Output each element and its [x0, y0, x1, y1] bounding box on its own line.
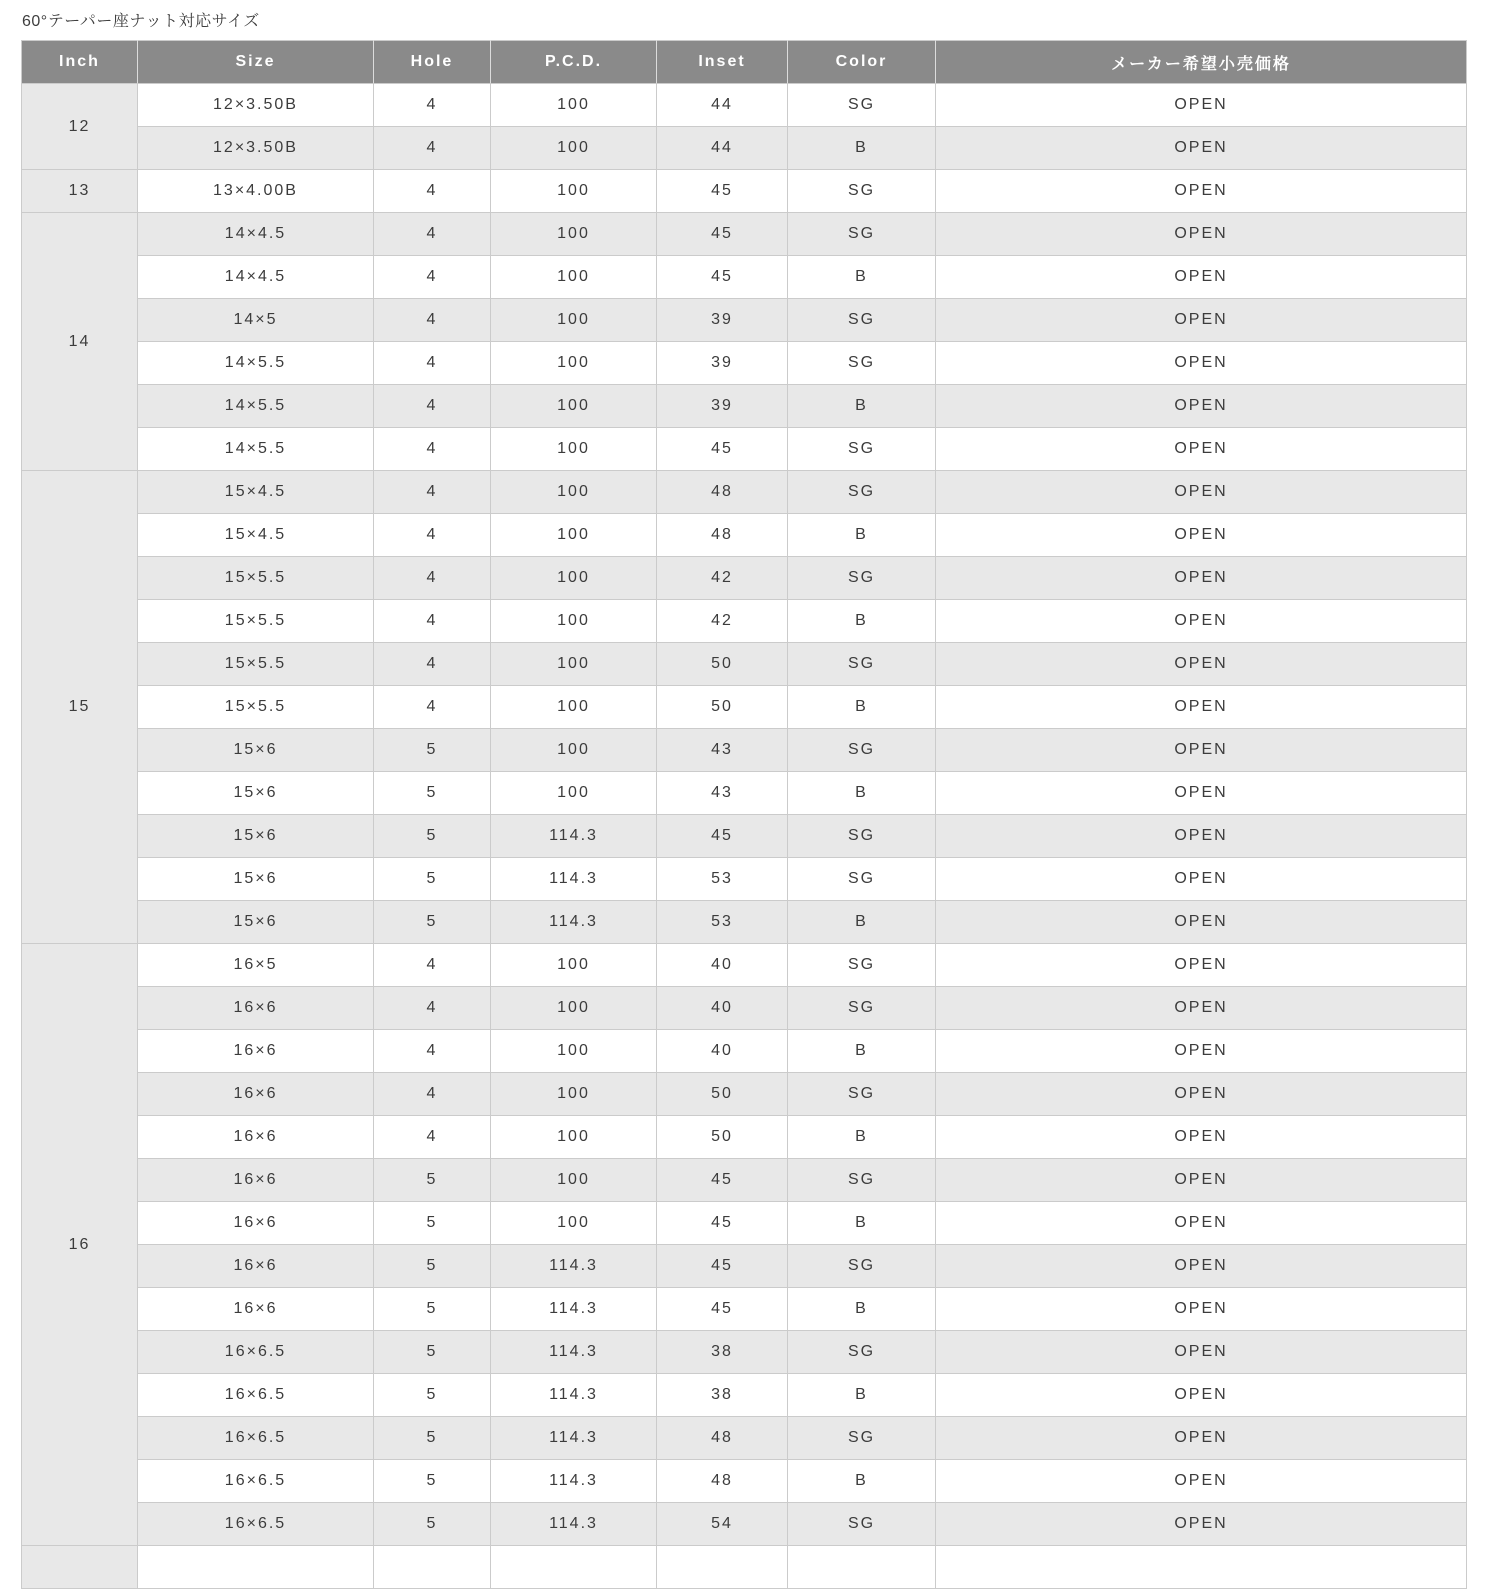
table-row: [22, 385, 1467, 428]
table-row: [22, 428, 1467, 471]
inset-cell: 54: [657, 1503, 788, 1546]
color-cell: B: [788, 901, 936, 944]
empty-cell: [936, 1546, 1467, 1589]
color-cell: B: [788, 1374, 936, 1417]
price-cell: OPEN: [936, 858, 1467, 901]
pcd-cell: 100: [491, 428, 657, 471]
hole-cell: 4: [374, 127, 491, 170]
hole-cell: 4: [374, 428, 491, 471]
inch-cell: 12: [22, 84, 138, 170]
inset-cell: 45: [657, 815, 788, 858]
inset-cell: 45: [657, 1202, 788, 1245]
hole-cell: 5: [374, 1374, 491, 1417]
pcd-cell: 114.3: [491, 1503, 657, 1546]
table-row: [22, 1159, 1467, 1202]
table-row: [22, 84, 1467, 127]
inset-cell: 53: [657, 858, 788, 901]
pcd-cell: 100: [491, 127, 657, 170]
size-cell: 16×6.5: [138, 1503, 374, 1546]
price-cell: OPEN: [936, 686, 1467, 729]
hole-cell: 4: [374, 385, 491, 428]
price-cell: OPEN: [936, 729, 1467, 772]
inset-cell: 43: [657, 772, 788, 815]
price-cell: OPEN: [936, 944, 1467, 987]
hole-cell: 4: [374, 1073, 491, 1116]
table-row: [22, 213, 1467, 256]
hole-cell: 4: [374, 213, 491, 256]
color-cell: B: [788, 514, 936, 557]
size-cell: 14×5: [138, 299, 374, 342]
pcd-cell: 100: [491, 600, 657, 643]
table-row: [22, 1460, 1467, 1503]
price-cell: OPEN: [936, 1245, 1467, 1288]
price-cell: OPEN: [936, 342, 1467, 385]
price-cell: OPEN: [936, 1374, 1467, 1417]
pcd-cell: 100: [491, 514, 657, 557]
size-spec-table: [21, 40, 1467, 1589]
hole-cell: 4: [374, 471, 491, 514]
table-row: [22, 170, 1467, 213]
color-cell: B: [788, 1116, 936, 1159]
pcd-cell: 100: [491, 772, 657, 815]
inset-cell: 42: [657, 557, 788, 600]
size-cell: 16×6.5: [138, 1417, 374, 1460]
color-cell: SG: [788, 1159, 936, 1202]
price-cell: OPEN: [936, 772, 1467, 815]
hole-cell: 4: [374, 1116, 491, 1159]
pcd-cell: 114.3: [491, 1374, 657, 1417]
inch-cell: 13: [22, 170, 138, 213]
color-cell: SG: [788, 944, 936, 987]
color-cell: SG: [788, 170, 936, 213]
price-cell: OPEN: [936, 428, 1467, 471]
inset-cell: 39: [657, 342, 788, 385]
pcd-cell: 100: [491, 342, 657, 385]
price-cell: OPEN: [936, 1503, 1467, 1546]
price-cell: OPEN: [936, 84, 1467, 127]
hole-cell: 5: [374, 858, 491, 901]
color-cell: B: [788, 600, 936, 643]
size-cell: 16×6.5: [138, 1331, 374, 1374]
color-cell: SG: [788, 299, 936, 342]
table-row: [22, 1331, 1467, 1374]
table-row: [22, 1503, 1467, 1546]
hole-cell: 4: [374, 299, 491, 342]
color-cell: SG: [788, 213, 936, 256]
hole-cell: 4: [374, 84, 491, 127]
size-cell: 15×5.5: [138, 600, 374, 643]
price-cell: OPEN: [936, 1159, 1467, 1202]
size-cell: 15×6: [138, 772, 374, 815]
color-cell: SG: [788, 1245, 936, 1288]
price-cell: OPEN: [936, 385, 1467, 428]
color-cell: SG: [788, 84, 936, 127]
price-cell: OPEN: [936, 557, 1467, 600]
inset-cell: 45: [657, 170, 788, 213]
price-cell: OPEN: [936, 1460, 1467, 1503]
table-row: [22, 1417, 1467, 1460]
size-cell: 12×3.50B: [138, 84, 374, 127]
pcd-cell: 114.3: [491, 1417, 657, 1460]
color-cell: SG: [788, 1331, 936, 1374]
price-cell: OPEN: [936, 1030, 1467, 1073]
pcd-cell: 114.3: [491, 815, 657, 858]
pcd-cell: 100: [491, 1202, 657, 1245]
table-row: [22, 342, 1467, 385]
pcd-cell: 100: [491, 1030, 657, 1073]
col-header-hole: Hole: [374, 41, 491, 84]
size-cell: 16×6: [138, 1245, 374, 1288]
size-cell: 15×6: [138, 858, 374, 901]
pcd-cell: 114.3: [491, 858, 657, 901]
inch-cell: 14: [22, 213, 138, 471]
color-cell: SG: [788, 428, 936, 471]
pcd-cell: 100: [491, 729, 657, 772]
inset-cell: 39: [657, 299, 788, 342]
pcd-cell: 100: [491, 213, 657, 256]
hole-cell: 4: [374, 557, 491, 600]
size-cell: 16×6: [138, 1030, 374, 1073]
hole-cell: 5: [374, 1202, 491, 1245]
hole-cell: 4: [374, 686, 491, 729]
inset-cell: 40: [657, 987, 788, 1030]
table-row: [22, 299, 1467, 342]
size-cell: 13×4.00B: [138, 170, 374, 213]
size-cell: 15×4.5: [138, 514, 374, 557]
pcd-cell: 114.3: [491, 1288, 657, 1331]
price-cell: OPEN: [936, 256, 1467, 299]
pcd-cell: 100: [491, 1116, 657, 1159]
pcd-cell: 100: [491, 385, 657, 428]
color-cell: SG: [788, 643, 936, 686]
table-row: [22, 944, 1467, 987]
col-header-inch: Inch: [22, 41, 138, 84]
col-header-inset: Inset: [657, 41, 788, 84]
size-cell: 15×5.5: [138, 643, 374, 686]
pcd-cell: 100: [491, 557, 657, 600]
price-cell: OPEN: [936, 1202, 1467, 1245]
inch-cell: 15: [22, 471, 138, 944]
size-cell: 14×4.5: [138, 213, 374, 256]
col-header-price: メーカー希望小売価格: [936, 41, 1467, 84]
hole-cell: 5: [374, 1417, 491, 1460]
table-row-partial: [22, 1546, 1467, 1589]
table-row: [22, 514, 1467, 557]
hole-cell: 5: [374, 772, 491, 815]
color-cell: SG: [788, 858, 936, 901]
price-cell: OPEN: [936, 901, 1467, 944]
hole-cell: 5: [374, 1460, 491, 1503]
pcd-cell: 100: [491, 686, 657, 729]
price-cell: OPEN: [936, 471, 1467, 514]
color-cell: SG: [788, 987, 936, 1030]
price-cell: OPEN: [936, 643, 1467, 686]
hole-cell: 5: [374, 1288, 491, 1331]
inset-cell: 44: [657, 84, 788, 127]
color-cell: SG: [788, 342, 936, 385]
color-cell: B: [788, 127, 936, 170]
hole-cell: 4: [374, 256, 491, 299]
color-cell: B: [788, 686, 936, 729]
color-cell: B: [788, 1202, 936, 1245]
empty-cell: [788, 1546, 936, 1589]
price-cell: OPEN: [936, 170, 1467, 213]
size-cell: 16×6: [138, 1116, 374, 1159]
inset-cell: 48: [657, 1417, 788, 1460]
size-cell: 15×5.5: [138, 557, 374, 600]
size-cell: 15×5.5: [138, 686, 374, 729]
color-cell: B: [788, 1030, 936, 1073]
inset-cell: 50: [657, 1073, 788, 1116]
inset-cell: 38: [657, 1374, 788, 1417]
hole-cell: 5: [374, 1503, 491, 1546]
hole-cell: 5: [374, 815, 491, 858]
hole-cell: 4: [374, 643, 491, 686]
pcd-cell: 114.3: [491, 1460, 657, 1503]
empty-cell: [374, 1546, 491, 1589]
inset-cell: 48: [657, 471, 788, 514]
color-cell: B: [788, 385, 936, 428]
size-cell: 16×6: [138, 1288, 374, 1331]
table-row: [22, 1288, 1467, 1331]
hole-cell: 5: [374, 901, 491, 944]
table-row: [22, 987, 1467, 1030]
size-cell: 16×6: [138, 987, 374, 1030]
inch-cell: [22, 1546, 138, 1589]
size-cell: 16×6.5: [138, 1460, 374, 1503]
color-cell: SG: [788, 471, 936, 514]
price-cell: OPEN: [936, 1417, 1467, 1460]
pcd-cell: 114.3: [491, 901, 657, 944]
price-cell: OPEN: [936, 127, 1467, 170]
inset-cell: 45: [657, 213, 788, 256]
inset-cell: 48: [657, 1460, 788, 1503]
color-cell: B: [788, 256, 936, 299]
size-cell: 12×3.50B: [138, 127, 374, 170]
size-cell: 14×5.5: [138, 385, 374, 428]
inset-cell: 45: [657, 1159, 788, 1202]
color-cell: SG: [788, 1503, 936, 1546]
pcd-cell: 100: [491, 987, 657, 1030]
table-row: [22, 600, 1467, 643]
size-cell: 14×5.5: [138, 342, 374, 385]
table-row: [22, 729, 1467, 772]
inset-cell: 44: [657, 127, 788, 170]
pcd-cell: 100: [491, 299, 657, 342]
inset-cell: 45: [657, 1245, 788, 1288]
size-cell: 15×6: [138, 729, 374, 772]
hole-cell: 4: [374, 1030, 491, 1073]
hole-cell: 4: [374, 944, 491, 987]
table-row: [22, 471, 1467, 514]
inset-cell: 45: [657, 256, 788, 299]
size-cell: 16×6: [138, 1202, 374, 1245]
pcd-cell: 114.3: [491, 1331, 657, 1374]
hole-cell: 5: [374, 1159, 491, 1202]
inset-cell: 40: [657, 944, 788, 987]
col-header-size: Size: [138, 41, 374, 84]
inset-cell: 45: [657, 1288, 788, 1331]
size-cell: 15×6: [138, 815, 374, 858]
table-row: [22, 1073, 1467, 1116]
hole-cell: 5: [374, 1245, 491, 1288]
pcd-cell: 114.3: [491, 1245, 657, 1288]
table-row: [22, 815, 1467, 858]
inch-cell: 16: [22, 944, 138, 1546]
color-cell: SG: [788, 557, 936, 600]
hole-cell: 4: [374, 342, 491, 385]
inset-cell: 43: [657, 729, 788, 772]
color-cell: SG: [788, 729, 936, 772]
size-cell: 15×6: [138, 901, 374, 944]
table-row: [22, 256, 1467, 299]
pcd-cell: 100: [491, 256, 657, 299]
price-cell: OPEN: [936, 514, 1467, 557]
color-cell: SG: [788, 815, 936, 858]
price-cell: OPEN: [936, 987, 1467, 1030]
size-cell: 16×5: [138, 944, 374, 987]
price-cell: OPEN: [936, 299, 1467, 342]
color-cell: SG: [788, 1417, 936, 1460]
size-cell: 14×4.5: [138, 256, 374, 299]
table-row: [22, 1374, 1467, 1417]
price-cell: OPEN: [936, 815, 1467, 858]
table-row: [22, 1116, 1467, 1159]
hole-cell: 5: [374, 1331, 491, 1374]
color-cell: B: [788, 772, 936, 815]
price-cell: OPEN: [936, 600, 1467, 643]
table-header: [22, 41, 1467, 84]
color-cell: B: [788, 1460, 936, 1503]
pcd-cell: 100: [491, 471, 657, 514]
table-row: [22, 772, 1467, 815]
col-header-pcd: P.C.D.: [491, 41, 657, 84]
inset-cell: 50: [657, 1116, 788, 1159]
color-cell: B: [788, 1288, 936, 1331]
inset-cell: 50: [657, 643, 788, 686]
hole-cell: 4: [374, 514, 491, 557]
price-cell: OPEN: [936, 213, 1467, 256]
size-cell: 16×6.5: [138, 1374, 374, 1417]
inset-cell: 50: [657, 686, 788, 729]
table-row: [22, 901, 1467, 944]
empty-cell: [138, 1546, 374, 1589]
inset-cell: 53: [657, 901, 788, 944]
table-row: [22, 1202, 1467, 1245]
size-cell: 16×6: [138, 1073, 374, 1116]
empty-cell: [657, 1546, 788, 1589]
pcd-cell: 100: [491, 1159, 657, 1202]
table-row: [22, 557, 1467, 600]
price-cell: OPEN: [936, 1331, 1467, 1374]
inset-cell: 48: [657, 514, 788, 557]
hole-cell: 4: [374, 987, 491, 1030]
col-header-color: Color: [788, 41, 936, 84]
inset-cell: 42: [657, 600, 788, 643]
header-row: [22, 41, 1467, 84]
empty-cell: [491, 1546, 657, 1589]
table-row: [22, 127, 1467, 170]
size-cell: 15×4.5: [138, 471, 374, 514]
page-title: 60°テーパー座ナット対応サイズ: [22, 13, 260, 30]
pcd-cell: 100: [491, 170, 657, 213]
pcd-cell: 100: [491, 643, 657, 686]
table-row: [22, 1030, 1467, 1073]
size-cell: 16×6: [138, 1159, 374, 1202]
price-cell: OPEN: [936, 1073, 1467, 1116]
hole-cell: 4: [374, 170, 491, 213]
hole-cell: 5: [374, 729, 491, 772]
pcd-cell: 100: [491, 1073, 657, 1116]
table-row: [22, 858, 1467, 901]
color-cell: SG: [788, 1073, 936, 1116]
table-row: [22, 686, 1467, 729]
inset-cell: 45: [657, 428, 788, 471]
table-row: [22, 643, 1467, 686]
price-cell: OPEN: [936, 1116, 1467, 1159]
inset-cell: 38: [657, 1331, 788, 1374]
pcd-cell: 100: [491, 944, 657, 987]
table-row: [22, 1245, 1467, 1288]
inset-cell: 40: [657, 1030, 788, 1073]
hole-cell: 4: [374, 600, 491, 643]
size-cell: 14×5.5: [138, 428, 374, 471]
table-body: [22, 84, 1467, 1589]
price-cell: OPEN: [936, 1288, 1467, 1331]
pcd-cell: 100: [491, 84, 657, 127]
inset-cell: 39: [657, 385, 788, 428]
